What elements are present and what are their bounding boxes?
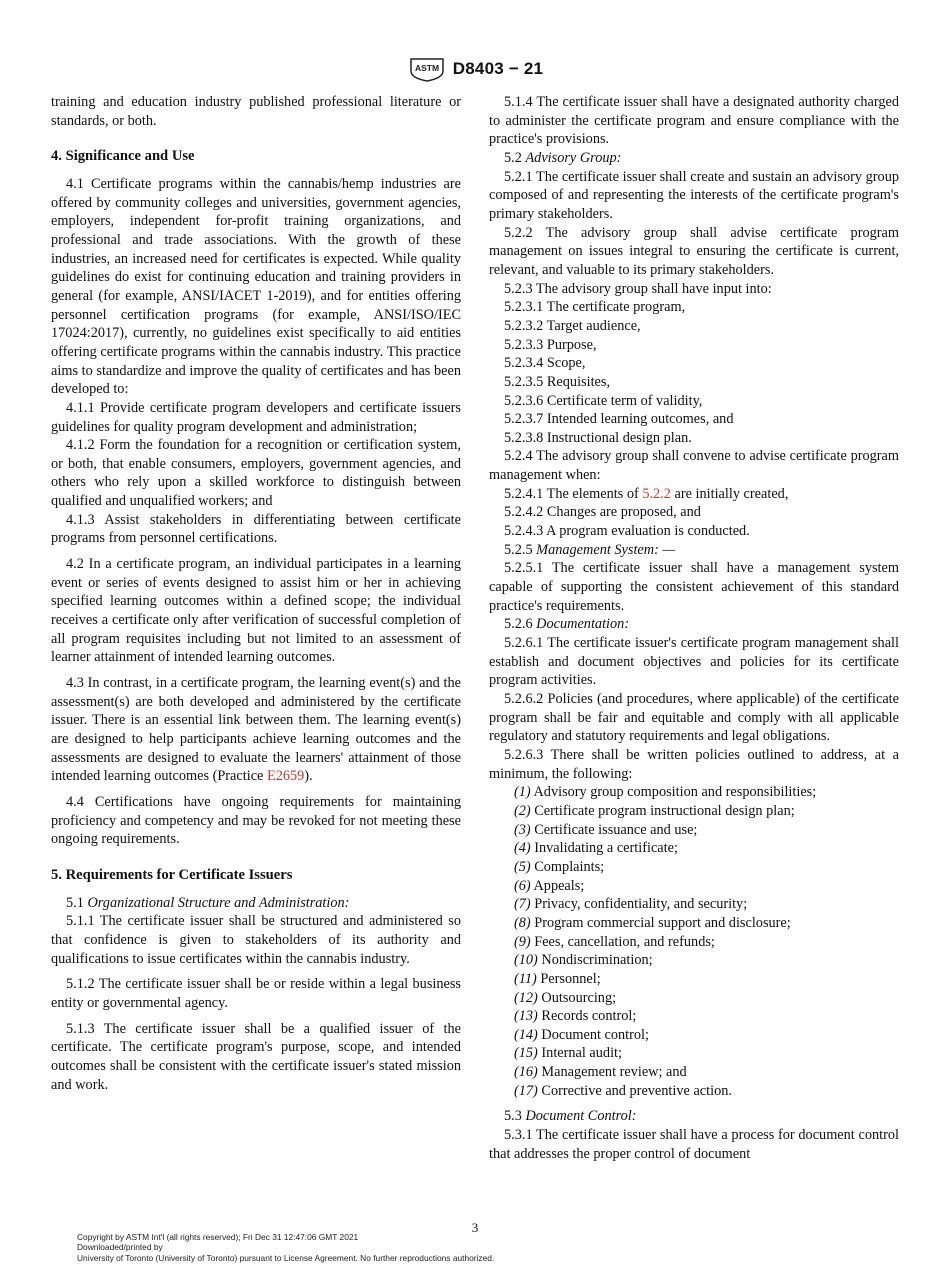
copyright-footer	[77, 1232, 494, 1263]
paragraph-5-2-3: 5.2.3 The advisory group shall have input into:	[504, 280, 772, 297]
paragraph-4-3-text: 4.3 In contrast, in a certificate program, the learning event(s) and the assessment(s) are both developed and administered by the certificate issuer. There is an essential link between them. The learning event(s) are designed to help participants achieve learning outcomes and the assessments are designed to evaluate the learners' attainment of those intended learning outcomes (Practice	[51, 675, 461, 785]
paragraph-5-2-6-2: 5.2.6.2 Policies (and procedures, where applicable) of the certificate program shall be fair and equitable and comply with all applicable regulatory and statutory requirements and legal obligations.	[489, 691, 899, 745]
list-item	[489, 951, 899, 970]
paragraph-5-2-4-3: 5.2.4.3 A program evaluation is conducted.	[504, 523, 750, 540]
list-item	[489, 1082, 899, 1101]
list-item	[489, 783, 899, 802]
right-column	[489, 93, 899, 1163]
list-item	[489, 821, 899, 840]
policy-text: Nondiscrimination;	[541, 952, 653, 969]
policy-list	[489, 783, 899, 1100]
paragraph-5-3	[489, 1107, 899, 1126]
policy-number: (8)	[514, 914, 531, 931]
standard-designation: D8403 − 21	[452, 59, 544, 78]
paragraph-4-4: 4.4 Certifications have ongoing requirements for maintaining proficiency and competency and may be revoked for not meeting these ongoing requirements.	[51, 793, 461, 848]
reference-link-5-2-2[interactable]: 5.2.2	[642, 485, 671, 502]
list-item: 5.2.3.4 Scope,	[504, 355, 586, 372]
list-item	[489, 1063, 899, 1082]
policy-number: (17)	[514, 1082, 538, 1099]
list-item	[489, 1026, 899, 1045]
paragraph-5-2-6-title: Documentation:	[536, 616, 630, 633]
left-column	[51, 93, 461, 1094]
page-number: 3	[471, 1220, 479, 1235]
section-5-heading: 5. Requirements for Certificate Issuers	[51, 866, 293, 883]
paragraph-5-1-4: 5.1.4 The certificate issuer shall have a designated authority charged to administer the certificate program and ensure compliance with the practice's provisions.	[489, 94, 899, 148]
policy-text: Appeals;	[533, 877, 585, 894]
policy-number: (9)	[514, 933, 531, 950]
paragraph-5-2-4: 5.2.4 The advisory group shall convene to advise certificate program management when:	[489, 448, 899, 484]
paragraph-5-2-4-1	[489, 485, 899, 504]
paragraph-5-1-3: 5.1.3 The certificate issuer shall be a qualified issuer of the certificate. The certificate program's purpose, scope, and intended outcomes shall be consistent with the certificate issuer's stated mission and work.	[51, 1020, 461, 1093]
list-item: 5.2.3.8 Instructional design plan.	[504, 429, 692, 446]
reference-link-e2659[interactable]: E2659	[266, 768, 305, 785]
list-item	[489, 989, 899, 1008]
list-item	[489, 1044, 899, 1063]
list-item	[489, 802, 899, 821]
paragraph-5-2-1: 5.2.1 The certificate issuer shall create and sustain an advisory group composed of and representing the interests of the certificate program's primary stakeholders.	[489, 168, 899, 222]
policy-text: Complaints;	[534, 858, 605, 875]
policy-number: (4)	[514, 840, 531, 857]
intro-paragraph: training and education industry published professional literature or standards, or both.	[51, 94, 461, 129]
policy-number: (5)	[514, 858, 531, 875]
paragraph-5-2-5-title: Management System: —	[536, 541, 676, 558]
list-item	[489, 933, 899, 952]
paragraph-5-2	[489, 149, 899, 168]
footer-downloaded-line: Downloaded/printed by	[77, 1242, 163, 1253]
paragraph-5-2-5-number: 5.2.5	[504, 541, 537, 558]
paragraph-5-3-1: 5.3.1 The certificate issuer shall have a process for document control that addresses the proper control of document	[489, 1127, 899, 1162]
policy-text: Program commercial support and disclosure;	[534, 914, 791, 931]
paragraph-5-1-number: 5.1	[66, 894, 88, 911]
page-header	[0, 56, 950, 82]
policy-text: Outsourcing;	[541, 989, 617, 1006]
list-item	[489, 914, 899, 933]
paragraph-5-3-title: Document Control:	[525, 1108, 637, 1125]
paragraph-5-1-title: Organizational Structure and Administration:	[87, 894, 350, 911]
paragraph-4-3	[51, 674, 461, 786]
policy-number: (2)	[514, 802, 531, 819]
paragraph-5-2-6-1: 5.2.6.1 The certificate issuer's certificate program management shall establish and document objectives and policies for its certificate program activities.	[489, 635, 899, 689]
policy-number: (10)	[514, 952, 538, 969]
list-item	[489, 839, 899, 858]
paragraph-5-2-6-3: 5.2.6.3 There shall be written policies outlined to address, at a minimum, the following:	[489, 746, 899, 782]
list-item: 5.2.3.5 Requisites,	[504, 373, 611, 390]
paragraph-5-2-title: Advisory Group:	[525, 149, 622, 166]
policy-text: Advisory group composition and responsibilities;	[533, 784, 817, 801]
policy-number: (6)	[514, 877, 531, 894]
footer-copyright-line: Copyright by ASTM Int'l (all rights reserved); Fri Dec 31 12:47:06 GMT 2021	[77, 1232, 359, 1242]
list-item: 5.2.3.1 The certificate program,	[504, 299, 686, 316]
policy-number: (12)	[514, 989, 538, 1006]
paragraph-5-2-5-1: 5.2.5.1 The certificate issuer shall have a management system capable of supporting the consistent achievement of this standard practice's requirements.	[489, 560, 899, 614]
policy-text: Certificate issuance and use;	[534, 821, 698, 838]
policy-number: (13)	[514, 1008, 538, 1025]
paragraph-5-1-2: 5.1.2 The certificate issuer shall be or reside within a legal business entity or governmental agency.	[51, 976, 461, 1011]
paragraph-5-2-6	[489, 615, 899, 634]
policy-text: Privacy, confidentiality, and security;	[534, 896, 748, 913]
policy-text: Fees, cancellation, and refunds;	[534, 933, 715, 950]
policy-text: Management review; and	[541, 1064, 687, 1081]
list-item	[489, 1007, 899, 1026]
paragraph-4-3-end: ).	[304, 768, 313, 785]
list-item	[489, 877, 899, 896]
paragraph-5-2-4-1-text: 5.2.4.1 The elements of	[504, 485, 643, 502]
policy-text: Certificate program instructional design plan;	[534, 802, 795, 819]
list-item	[489, 895, 899, 914]
list-item	[489, 970, 899, 989]
paragraph-5-2-4-2: 5.2.4.2 Changes are proposed, and	[504, 504, 701, 521]
paragraph-5-1	[51, 894, 461, 913]
policy-text: Internal audit;	[541, 1045, 622, 1062]
policy-text: Corrective and preventive action.	[541, 1082, 732, 1099]
policy-text: Records control;	[541, 1008, 637, 1025]
paragraph-5-2-6-number: 5.2.6	[504, 616, 537, 633]
section-4-heading: 4. Significance and Use	[51, 148, 195, 165]
list-item: 5.2.3.3 Purpose,	[504, 336, 597, 353]
policy-number: (1)	[514, 784, 531, 801]
advisory-input-list	[489, 298, 899, 447]
list-item: 5.2.3.7 Intended learning outcomes, and	[504, 411, 734, 428]
list-item: 5.2.3.2 Target audience,	[504, 317, 641, 334]
policy-number: (16)	[514, 1064, 538, 1081]
astm-logo	[407, 56, 447, 82]
paragraph-5-2-4-1-end: are initially created,	[670, 485, 789, 502]
policy-number: (14)	[514, 1026, 538, 1043]
paragraph-5-1-1: 5.1.1 The certificate issuer shall be structured and administered so that confidence is given to stakeholders of its authority and qualifications to issue certificates within the cannabis industry.	[51, 913, 461, 967]
list-item: 5.2.3.6 Certificate term of validity,	[504, 392, 703, 409]
policy-number: (15)	[514, 1045, 538, 1062]
list-item	[489, 858, 899, 877]
policy-text: Personnel;	[540, 970, 601, 987]
footer-license-line: University of Toronto (University of Toronto) pursuant to License Agreement. No further reproductions authorized.	[77, 1252, 495, 1263]
logo-text: ASTM	[414, 63, 439, 73]
paragraph-5-2-number: 5.2	[504, 149, 526, 166]
paragraph-4-1: 4.1 Certificate programs within the cannabis/hemp industries are offered by community colleges and universities, government agencies, employers, independent for-profit training organizations, and professional and trade associations. With the growth of these industries, an increased need for certificates is expected. While quality guidelines do exist for continuing education and training providers in general (for example, ANSI/IACET 1-2019), and for entities offering personnel certification programs (for example, ANSI/ISO/IEC 17024:2017), currently, no guidelines exist specifically to aid entities offering certificate programs within the cannabis industry. This practice aims to standardize and improve the quality of certificates and has been developed to:	[51, 175, 461, 398]
policy-number: (11)	[514, 970, 537, 987]
paragraph-4-1-3: 4.1.3 Assist stakeholders in differentiating between certificate programs from personnel certifications.	[51, 511, 461, 547]
paragraph-4-2: 4.2 In a certificate program, an individual participates in a learning event or series of events designed to assist him or her in achieving specified learning outcomes within a defined scope; the individual receives a certificate only after verification of successful completion of all program requisites including but not limited to an assessment of learner attainment of intended learning outcomes.	[51, 556, 461, 666]
policy-text: Document control;	[541, 1026, 650, 1043]
policy-text: Invalidating a certificate;	[534, 840, 678, 857]
paragraph-4-1-2: 4.1.2 Form the foundation for a recognition or certification system, or both, that enable consumers, employers, government agencies, and others who rely upon a skilled workforce to distinguish between qualified and unqualified workers; and	[51, 437, 461, 510]
paragraph-5-3-number: 5.3	[504, 1108, 526, 1125]
paragraph-5-2-5	[489, 541, 899, 560]
paragraph-4-1-1: 4.1.1 Provide certificate program developers and certificate issuers guidelines for quality program development and administration;	[51, 399, 461, 435]
policy-number: (3)	[514, 821, 531, 838]
paragraph-5-2-2: 5.2.2 The advisory group shall advise certificate program management on issues integral to ensuring the certificate is current, relevant, and valuable to its primary stakeholders.	[489, 224, 899, 278]
policy-number: (7)	[514, 896, 531, 913]
